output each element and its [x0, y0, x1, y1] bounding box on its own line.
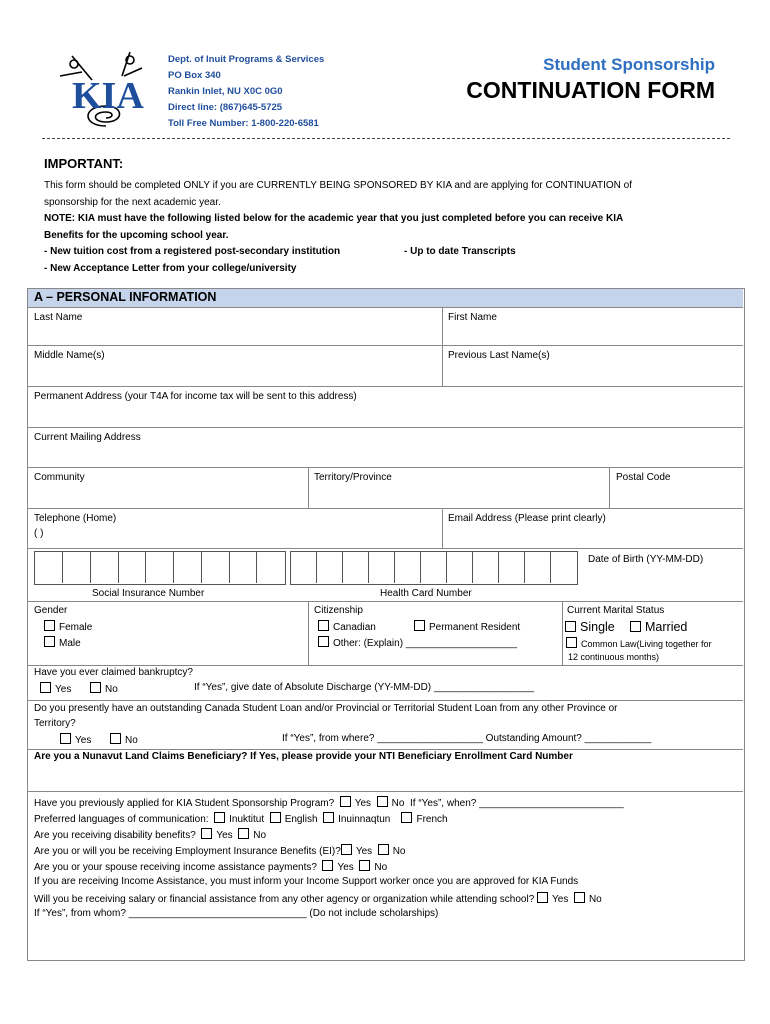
marital-common-law-option[interactable]: Common Law(Living together for	[566, 637, 712, 649]
important-heading: IMPORTANT:	[44, 156, 124, 171]
col-divider	[609, 467, 610, 508]
gender-male-option[interactable]: Male	[44, 636, 81, 649]
inuktitut-checkbox[interactable]	[214, 812, 225, 823]
languages-row: Preferred languages of communication: Inuktitut English Inuinnaqtun French	[34, 814, 448, 825]
gender-female-option[interactable]: Female	[44, 620, 92, 633]
bankruptcy-yes-checkbox[interactable]	[40, 682, 51, 693]
prev-applied-no-checkbox[interactable]	[377, 796, 388, 807]
row-divider	[28, 386, 743, 387]
col-divider	[562, 601, 563, 665]
bankruptcy-yes[interactable]: Yes	[40, 682, 71, 695]
section-title: A – PERSONAL INFORMATION	[34, 290, 217, 304]
citizenship-canadian-option[interactable]: Canadian	[318, 620, 376, 633]
prev-applied-row: Have you previously applied for KIA Student Sponsorship Program? Yes No If “Yes”, when? __________________________	[34, 798, 624, 809]
ei-row: Are you or will you be receiving Employment Insurance Benefits (EI)? Yes No	[34, 846, 406, 857]
row-divider	[28, 508, 743, 509]
svg-text:KIA: KIA	[72, 75, 144, 117]
male-checkbox[interactable]	[44, 636, 55, 647]
income-no-checkbox[interactable]	[359, 860, 370, 871]
row-divider	[28, 601, 743, 602]
ei-no-checkbox[interactable]	[378, 844, 389, 855]
health-card-label: Health Card Number	[380, 588, 472, 599]
ei-yes-checkbox[interactable]	[341, 844, 352, 855]
sin-boxes[interactable]	[34, 551, 286, 585]
marital-single-option[interactable]: Single	[565, 620, 615, 634]
row-divider	[28, 700, 743, 701]
income-assistance-row: Are you or your spouse receiving income assistance payments? Yes No	[34, 862, 388, 873]
loan-question: Do you presently have an outstanding Canada Student Loan and/or Provincial or Territorial Student Loan from any other Province or	[34, 703, 618, 714]
citizenship-pr-option[interactable]: Permanent Resident	[414, 620, 520, 633]
disability-yes-checkbox[interactable]	[201, 828, 212, 839]
salary-yes-checkbox[interactable]	[537, 892, 548, 903]
loan-yes-checkbox[interactable]	[60, 733, 71, 744]
row-divider	[28, 467, 743, 468]
last-name-label: Last Name	[34, 312, 83, 323]
from-whom-field[interactable]: If “Yes”, from whom? ________________________________ (Do not include scholarships)	[34, 908, 439, 919]
middle-name-label: Middle Name(s)	[34, 350, 105, 361]
loan-question-cont: Territory?	[34, 718, 76, 729]
loan-no[interactable]: No	[110, 733, 138, 746]
dob-label: Date of Birth (YY-MM-DD)	[588, 554, 704, 565]
col-divider	[308, 467, 309, 508]
inuinnaqtun-checkbox[interactable]	[323, 812, 334, 823]
col-divider	[442, 508, 443, 548]
territory-label: Territory/Province	[314, 472, 392, 483]
permanent-resident-checkbox[interactable]	[414, 620, 425, 631]
disability-no-checkbox[interactable]	[238, 828, 249, 839]
permanent-address-label: Permanent Address (your T4A for income tax will be sent to this address)	[34, 391, 357, 402]
citizenship-other-option[interactable]: Other: (Explain) ____________________	[318, 636, 517, 649]
income-yes-checkbox[interactable]	[322, 860, 333, 871]
canadian-checkbox[interactable]	[318, 620, 329, 631]
other-checkbox[interactable]	[318, 636, 329, 647]
form-title: CONTINUATION FORM	[466, 77, 715, 103]
col-divider	[442, 307, 443, 386]
common-law-note: 12 continuous months)	[568, 652, 660, 662]
bankruptcy-question: Have you ever claimed bankruptcy?	[34, 667, 193, 678]
loan-yes[interactable]: Yes	[60, 733, 91, 746]
row-divider	[28, 427, 743, 428]
form-subtitle: Student Sponsorship	[543, 55, 715, 74]
email-label: Email Address (Please print clearly)	[448, 513, 606, 524]
community-label: Community	[34, 472, 85, 483]
bankruptcy-no-checkbox[interactable]	[90, 682, 101, 693]
phone-area-code: ( )	[34, 528, 44, 539]
common-law-checkbox[interactable]	[566, 637, 577, 648]
salary-no-checkbox[interactable]	[574, 892, 585, 903]
english-checkbox[interactable]	[270, 812, 281, 823]
french-checkbox[interactable]	[401, 812, 412, 823]
single-checkbox[interactable]	[565, 621, 576, 632]
married-checkbox[interactable]	[630, 621, 641, 632]
bankruptcy-discharge-field[interactable]: If “Yes”, give date of Absolute Discharge (YY-MM-DD) __________________	[194, 682, 535, 693]
row-divider	[28, 665, 743, 666]
disability-row: Are you receiving disability benefits? Yes No	[34, 830, 267, 841]
prev-applied-yes-checkbox[interactable]	[340, 796, 351, 807]
previous-last-name-label: Previous Last Name(s)	[448, 350, 550, 361]
kia-logo	[52, 46, 160, 136]
marital-label: Current Marital Status	[567, 605, 665, 616]
citizenship-label: Citizenship	[314, 605, 363, 616]
postal-code-label: Postal Code	[616, 472, 671, 483]
gender-label: Gender	[34, 605, 68, 616]
first-name-label: First Name	[448, 312, 497, 323]
sin-label: Social Insurance Number	[92, 588, 205, 599]
income-inform-note: If you are receiving Income Assistance, you must inform your Income Support worker once you are approved for KIA Funds	[34, 876, 579, 887]
telephone-label: Telephone (Home)	[34, 513, 117, 524]
health-card-boxes[interactable]	[290, 551, 578, 585]
row-divider	[28, 345, 743, 346]
female-checkbox[interactable]	[44, 620, 55, 631]
dept-address-block: Dept. of Inuit Programs & Services PO Box 340 Rankin Inlet, NU X0C 0G0 Direct line: (867)645-5725 Toll Free Number: 1-800-220-6581	[168, 54, 325, 129]
col-divider	[308, 601, 309, 665]
marital-married-option[interactable]: Married	[630, 620, 687, 634]
row-divider	[28, 749, 743, 750]
row-divider	[28, 548, 743, 549]
loan-details-field[interactable]: If “Yes”, from where? ___________________ Outstanding Amount? ____________	[282, 733, 652, 744]
nti-question: Are you a Nunavut Land Claims Beneficiary? If Yes, please provide your NTI Beneficiary Enrollment Card Number	[34, 751, 573, 762]
loan-no-checkbox[interactable]	[110, 733, 121, 744]
salary-row: Will you be receiving salary or financial assistance from any other agency or organization while attending school? Yes No	[34, 894, 602, 905]
row-divider	[28, 791, 743, 792]
header-divider	[42, 138, 730, 139]
mailing-address-label: Current Mailing Address	[34, 432, 141, 443]
important-notice: This form should be completed ONLY if you are CURRENTLY BEING SPONSORED BY KIA and are applying for CONTINUATION of sponsorship for the next academic year. NOTE: KIA must have the following listed below for the academic year that you just completed before you can receive KIA Benefits for the upcoming school year. - New tuition cost from a registered post-secondary institution - Up to date Transcripts - New Acceptance Letter from your college/university	[44, 180, 632, 274]
bankruptcy-no[interactable]: No	[90, 682, 118, 695]
